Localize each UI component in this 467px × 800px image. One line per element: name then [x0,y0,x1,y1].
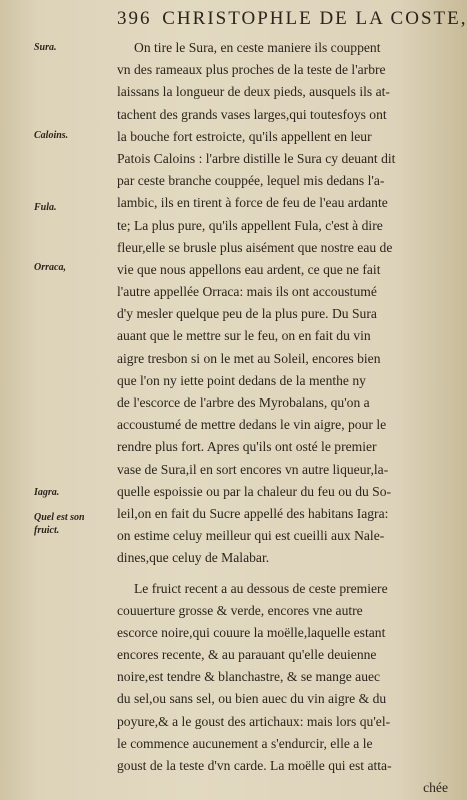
page-number: 396 [117,8,152,29]
text-line: vn des rameaux plus proches de la teste de l'arbre [117,62,386,78]
text-line: rendre plus fort. Apres qu'ils ont osté le premier [117,439,377,455]
text-line: poyure,& a le goust des artichaux: mais lors qu'el- [117,713,391,729]
text-line: auant que le mettre sur le feu, on en fait du vin [117,328,371,344]
text-line: aigre tresbon si on le met au Soleil, encores bien [117,350,381,366]
text-line: accoustumé de mettre dedans le vin aigre, pour le [117,417,387,433]
text-line: dines,que celuy de Malabar. [117,550,270,566]
text-line: leil,on en fait du Sucre appellé des habitans Iagra: [117,505,389,521]
margin-note: Caloins. [34,130,69,141]
text-line: vase de Sura,il en sort encores vn autre liqueur,la- [117,461,389,477]
text-line: le commence aucunement a s'endurcir, elle a le [117,735,373,751]
paragraph [117,37,464,570]
text-line: du sel,ou sans sel, ou bien auec du vin aigre & du [117,691,387,707]
paragraph [117,578,464,778]
text-line: la bouche fort estroicte, qu'ils appellent en leur [117,128,372,144]
text-line: d'y mesler quelque peu de la plus pure. Du Sura [117,306,377,322]
text-line: lambic, ils en tirent à force de feu de l'eau ardante [117,195,388,211]
text-line: noire,est tendre & blanchastre, & se mange auec [117,669,381,685]
text-line: escorce noire,qui couure la moëlle,laquelle estant [117,624,386,640]
margin-note: fruict. [34,525,60,536]
text-line: fleur,elle se brusle plus aisément que nostre eau de [117,239,393,255]
text-line: de l'escorce de l'arbre des Myrobalans, qu'on a [117,395,370,410]
paragraph-gap [117,570,464,578]
text-line: que l'on ny iette point dedans de la menthe ny [117,372,366,388]
margin-note: Quel est son [34,512,85,523]
margin-note: Iagra. [34,487,60,498]
running-title: CHRISTOPHLE DE LA COSTE, [162,8,467,29]
text-line: On tire le Sura, en ceste maniere ils couppent [134,40,381,55]
main-text [117,37,464,799]
text-line: l'autre appellée Orraca: mais ils ont accoustumé [117,284,377,300]
margin-note: Orraca, [34,262,66,273]
text-line: laissans la longueur de deux pieds, ausquels ils at- [117,84,390,100]
text-line: par ceste branche couppée, lequel mis dedans l'a- [117,173,385,189]
text-line: on estime celuy meilleur qui est cueilli aux Nale- [117,528,385,544]
text-line: vie que nous appellons eau ardent, ce que ne fait [117,261,381,277]
margin-note: Fula. [34,202,57,213]
text-line: tachent des grands vases larges,qui toutesfoys ont [117,106,387,122]
text-line: couuerture grosse & verde, encores vne autre [117,602,363,618]
catchword: chée [423,780,448,796]
text-line: Patois Caloins : l'arbre distille le Sura cy deuant dit [117,150,396,166]
text-line: quelle espoissie ou par la chaleur du feu ou du So- [117,483,392,499]
text-line: goust de la teste d'vn carde. La moëlle qui est atta- [117,758,392,773]
text-line: encores recente, & au parauant qu'elle deuienne [117,647,377,663]
text-line: te; La plus pure, qu'ils appellent Fula, c'est à dire [117,217,383,233]
margin-note: Sura. [34,42,57,53]
page-header [117,8,467,34]
text-line: Le fruict recent a au dessous de ceste premiere [134,580,388,596]
